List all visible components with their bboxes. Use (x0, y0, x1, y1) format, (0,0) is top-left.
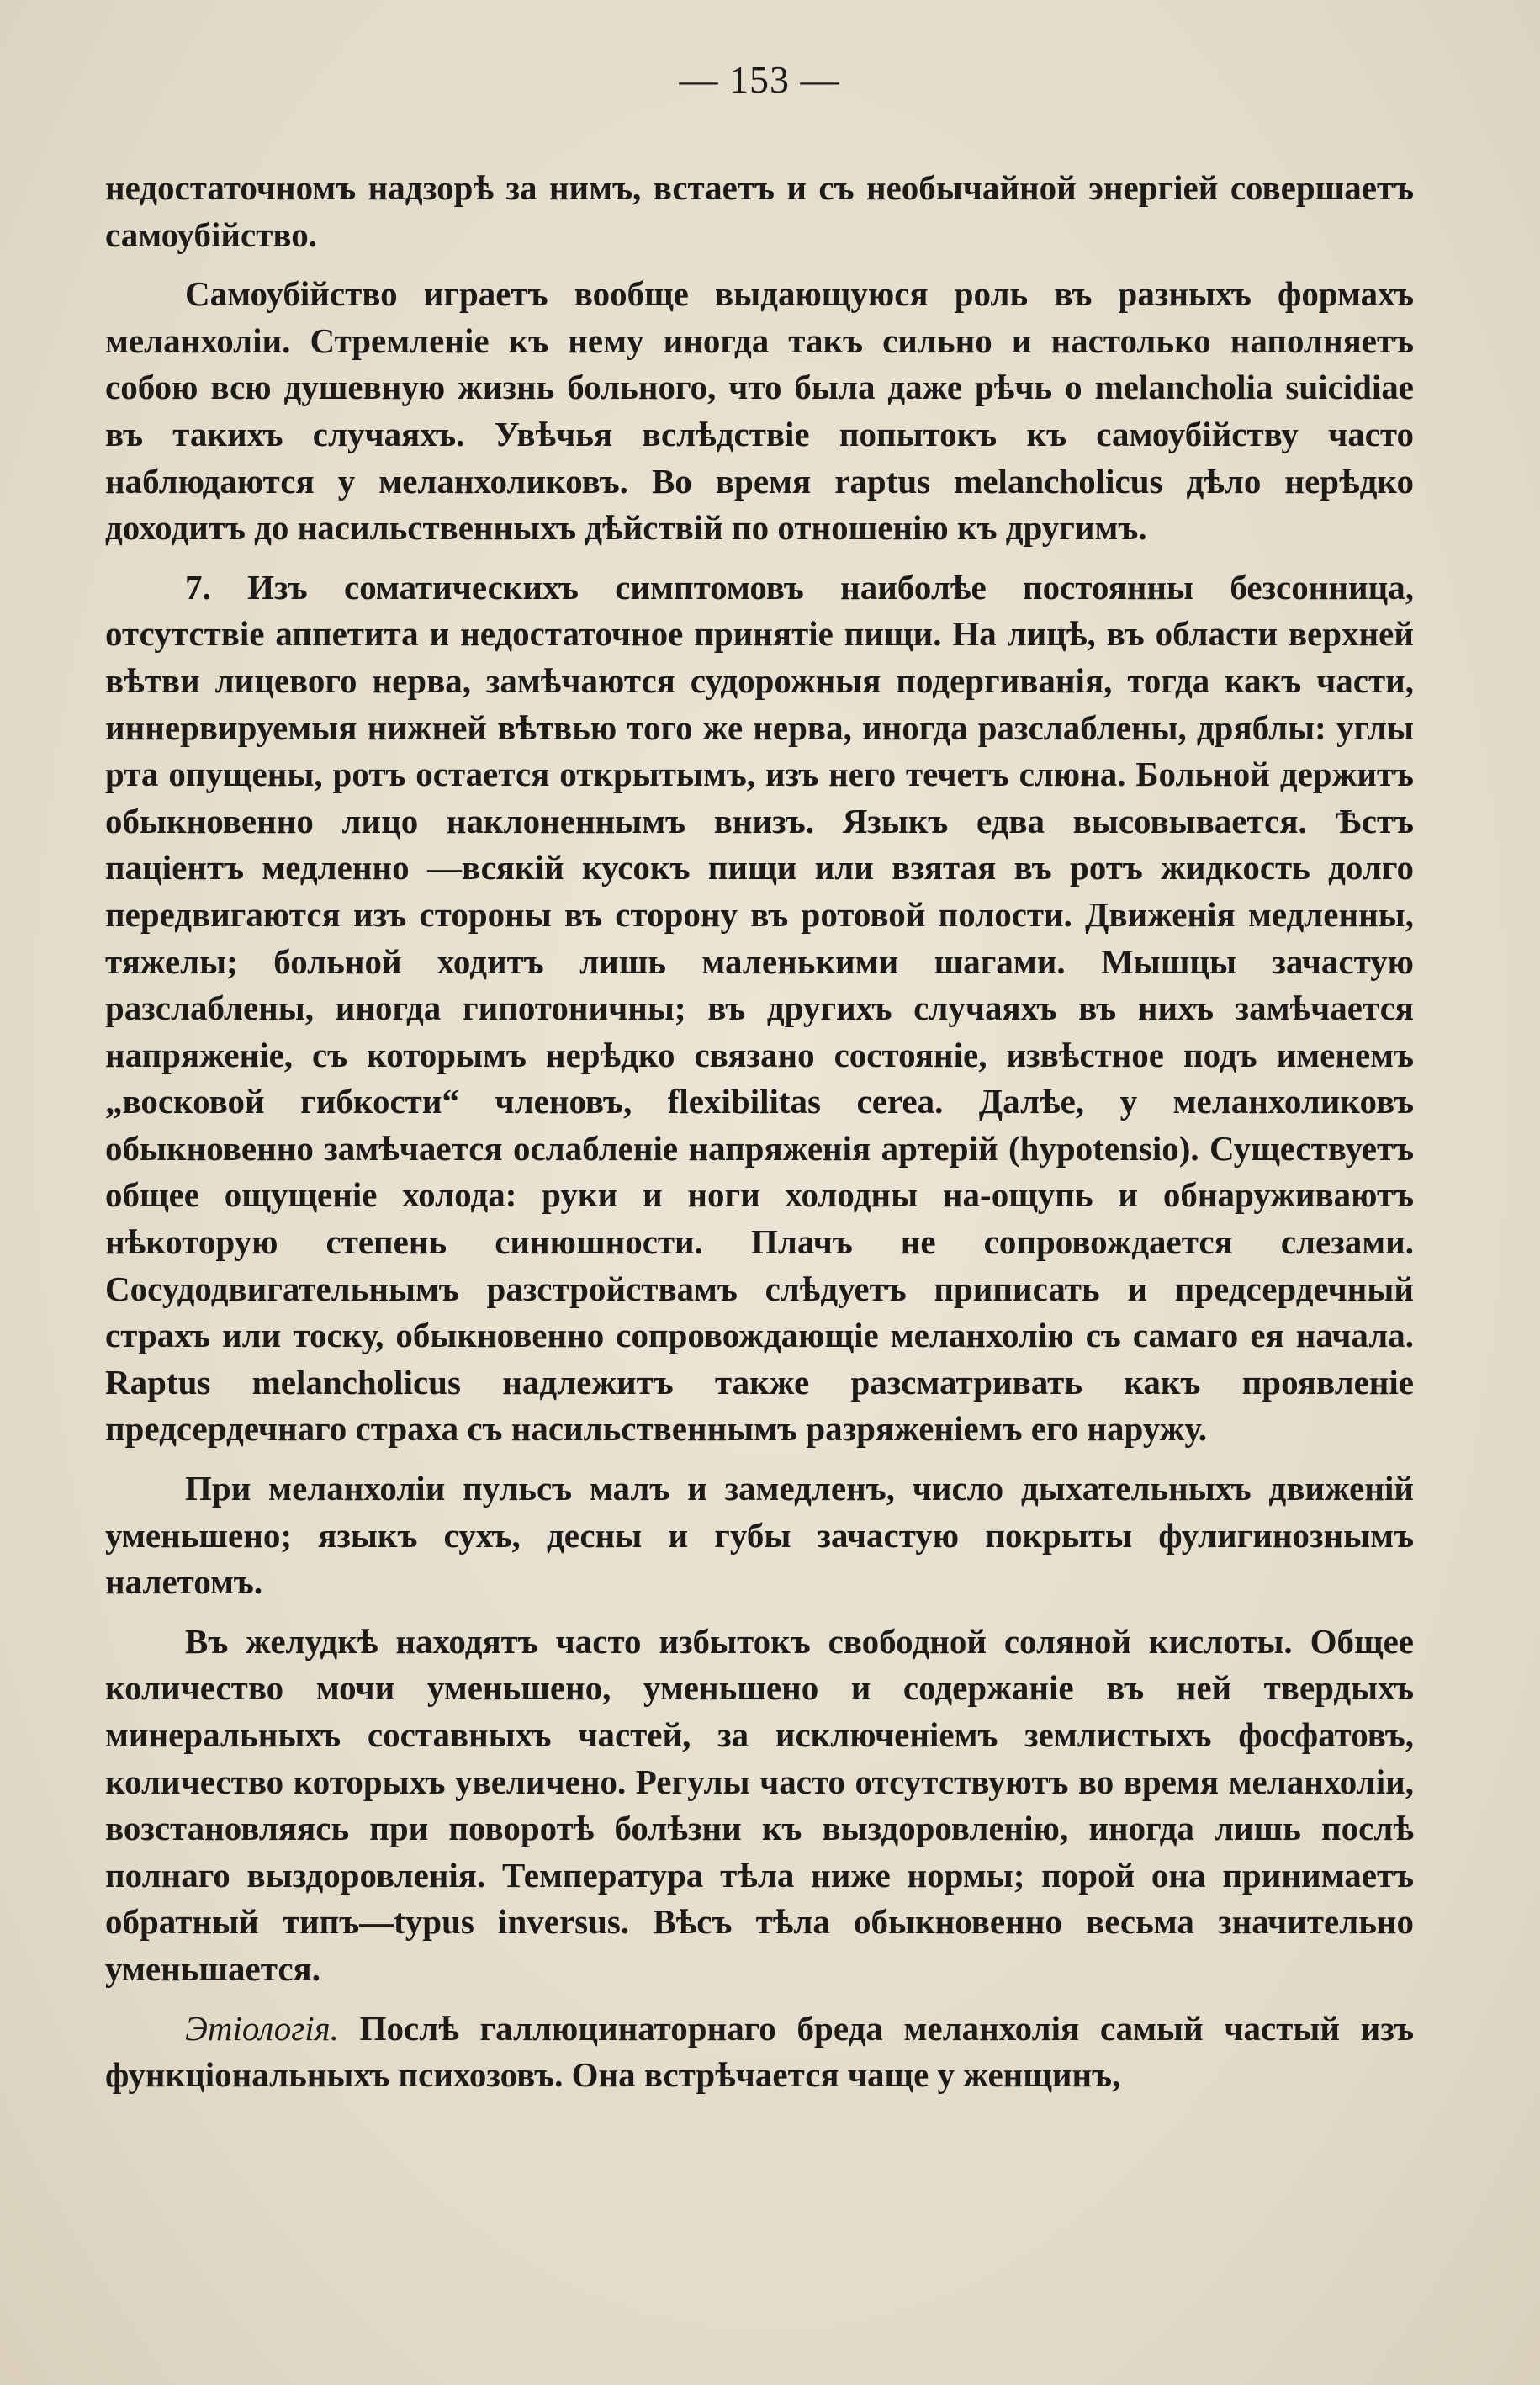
paragraph-text: Въ желудкѣ находятъ часто избытокъ свободной соляной кислоты. Общее количество мочи уменьшено, уменьшено и содержаніе въ ней твердыхъ минеральныхъ составныхъ частей, за исключеніемъ землистыхъ фосфатовъ, количество которыхъ увеличено. Регулы часто отсутствуютъ во время меланхоліи, возстановляясь при поворотѣ болѣзни къ выздоровленію, иногда лишь послѣ полнаго выздоровленія. Температура тѣла ниже нормы; порой она принимаетъ обратный типъ—typus inversus. Вѣсъ тѣла обыкновенно весьма значительно уменьшается. (105, 1621, 1414, 1988)
paragraph-5 (105, 1619, 1414, 1993)
paragraph-text: Самоубійство играетъ вообще выдающуюся роль въ разныхъ формахъ меланхоліи. Стремленіе къ нему иногда такъ сильно и настолько наполняетъ собою всю душевную жизнь больного, что была даже рѣчь о melancholia suicidiae въ такихъ случаяхъ. Увѣчья вслѣдствіе попытокъ къ самоубійству часто наблюдаются у меланхоликовъ. Во время raptus melancholicus дѣло нерѣдко доходитъ до насильственныхъ дѣйствій по отношенію къ другимъ. (105, 274, 1414, 548)
paragraph-6 (105, 2006, 1414, 2099)
paragraph-1 (105, 165, 1414, 258)
paragraph-text: При меланхоліи пульсъ малъ и замедленъ, число дыхательныхъ движеній уменьшено; языкъ сухъ, десны и губы зачастую покрыты фулигинознымъ налетомъ. (105, 1469, 1414, 1602)
section-heading-etiology: Этіологія. (185, 2008, 339, 2048)
paragraph-4 (105, 1465, 1414, 1606)
page-number: — 153 — (679, 58, 840, 101)
paragraph-text: Послѣ галлюцинаторнаго бреда меланхолія самый частый изъ функціональныхъ психозовъ. Она встрѣчается чаще у женщинъ, (105, 2008, 1414, 2095)
paragraph-text: 7. Изъ соматическихъ симптомовъ наиболѣе постоянны безсонница, отсутствіе аппетита и недостаточное принятіе пищи. На лицѣ, въ области верхней вѣтви лицевого нерва, замѣчаются судорожныя подергиванія, тогда какъ части, иннервируемыя нижней вѣтвью того же нерва, иногда разслаблены, дряблы: углы рта опущены, ротъ остается открытымъ, изъ него течетъ слюна. Больной держитъ обыкновенно лицо наклоненнымъ внизъ. Языкъ едва высовывается. Ѣстъ паціентъ медленно —всякій кусокъ пищи или взятая въ ротъ жидкость долго передвигаются изъ стороны въ сторону въ ротовой полости. Движенія медленны, тяжелы; больной ходитъ лишь маленькими шагами. Мышцы зачастую разслаблены, иногда гипотоничны; въ другихъ случаяхъ въ нихъ замѣчается напряженіе, съ которымъ нерѣдко связано состояніе, извѣстное подъ именемъ „восковой гибкости“ членовъ, flexibilitas cerea. Далѣе, у меланхоликовъ обыкновенно замѣчается ослабленіе напряженія артерій (hypotensio). Существуетъ общее ощущеніе холода: руки и ноги холодны на-ощупь и обнаруживаютъ нѣкоторую степень синюшности. Плачъ не сопровождается слезами. Сосудодвигательнымъ разстройствамъ слѣдуетъ приписать и предсердечный страхъ или тоску, обыкновенно сопровождающіе меланхолію съ самаго ея начала. Raptus melancholicus надлежитъ также разсматривать какъ проявленіе предсердечнаго страха съ насильственнымъ разряженіемъ его наружу. (105, 567, 1414, 1449)
text-body (105, 165, 1414, 2099)
paragraph-text: недостаточномъ надзорѣ за нимъ, встаетъ и съ необычайной энергіей совершаетъ самоубійство. (105, 168, 1414, 254)
paragraph-3 (105, 564, 1414, 1453)
paragraph-2 (105, 271, 1414, 552)
